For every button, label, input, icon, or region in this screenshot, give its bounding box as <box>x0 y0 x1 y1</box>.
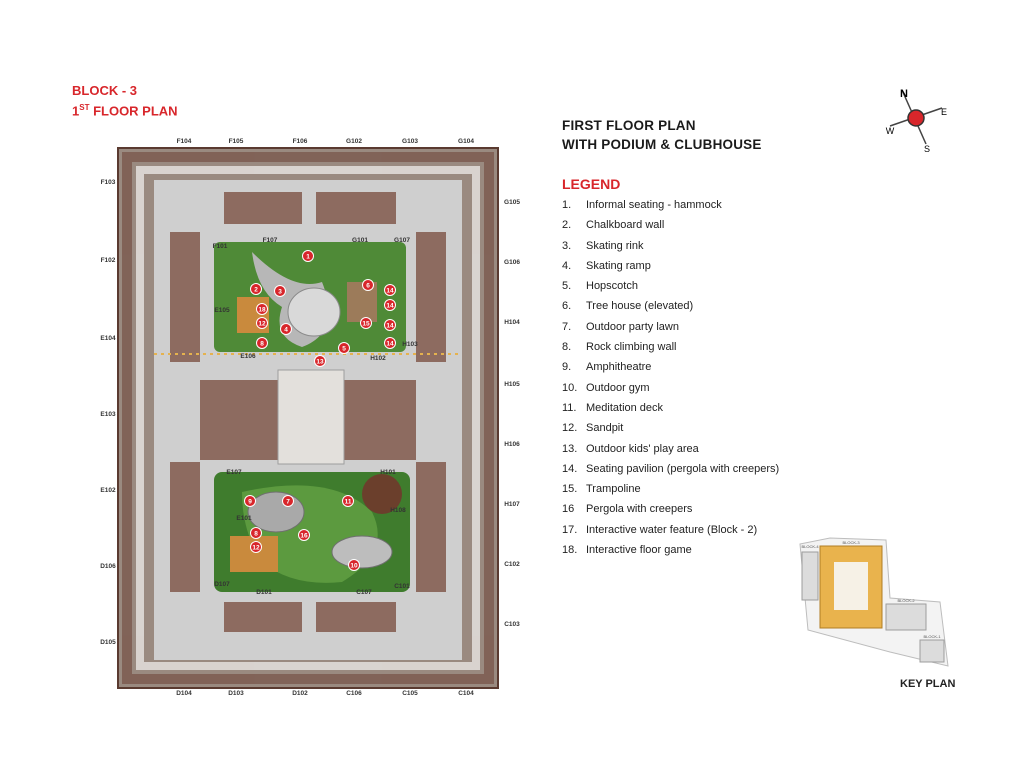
clubhouse <box>278 370 344 464</box>
legend-marker <box>385 300 396 311</box>
legend-marker <box>281 324 292 335</box>
legend-item <box>562 236 779 256</box>
legend-item-number: 2. <box>562 219 572 232</box>
legend-marker-number: 12 <box>258 320 266 328</box>
unit-label: F104 <box>176 138 192 145</box>
legend-marker <box>275 286 286 297</box>
legend-marker <box>283 496 294 507</box>
legend-marker-number: 12 <box>252 544 260 552</box>
legend-item <box>562 459 779 479</box>
legend-marker <box>257 304 268 315</box>
unit-label: H108 <box>390 507 406 514</box>
unit-label: E107 <box>226 469 242 476</box>
legend-marker-number: 14 <box>386 340 394 348</box>
legend-item-number: 17. <box>562 523 578 536</box>
legend-item-label: Pergola with creepers <box>586 503 693 516</box>
block-title-line2: 1ST FLOOR PLAN <box>72 103 178 119</box>
legend-list <box>562 195 779 560</box>
legend-marker-number: 3 <box>278 288 282 296</box>
unit-label: E106 <box>240 353 256 360</box>
unit-label: G107 <box>394 237 410 244</box>
unit-label: H101 <box>380 469 396 476</box>
legend-item-number: 6. <box>562 300 572 313</box>
legend-marker-number: 6 <box>366 282 370 290</box>
unit-label: E105 <box>214 307 230 314</box>
block-title-line1: BLOCK - 3 <box>72 83 137 98</box>
unit-label: G105 <box>504 199 520 206</box>
unit-label: H103 <box>402 341 418 348</box>
unit-label: D104 <box>176 690 192 697</box>
legend-marker <box>361 318 372 329</box>
legend-item-label: Chalkboard wall <box>586 219 665 232</box>
legend-marker <box>339 343 350 354</box>
legend-marker <box>385 285 396 296</box>
unit-label: C102 <box>504 561 520 568</box>
legend-marker <box>303 251 314 262</box>
unit-label: D101 <box>256 589 272 596</box>
legend-item <box>562 398 779 418</box>
legend-marker <box>343 496 354 507</box>
key-plan-block-1 <box>920 640 944 662</box>
main-title-line2: WITH PODIUM & CLUBHOUSE <box>562 137 762 152</box>
legend-item-label: Hopscotch <box>586 280 638 293</box>
legend-item <box>562 296 779 316</box>
legend-marker-number: 7 <box>286 498 290 506</box>
legend-item <box>562 540 779 560</box>
legend-item <box>562 195 779 215</box>
legend-item <box>562 378 779 398</box>
unit-label: F102 <box>100 257 116 264</box>
unit-label: C105 <box>402 690 418 697</box>
legend-item-number: 15. <box>562 483 578 496</box>
legend-item-label: Rock climbing wall <box>586 341 677 354</box>
unit-label: E103 <box>100 411 116 418</box>
key-plan-map <box>790 532 950 672</box>
compass-n: N <box>900 88 908 100</box>
main-title-line1: FIRST FLOOR PLAN <box>562 118 696 133</box>
legend-item-label: Outdoor kids' play area <box>586 442 699 455</box>
legend-item-number: 5. <box>562 280 572 293</box>
legend-marker-number: 14 <box>386 322 394 330</box>
svg-text:BLOCK-3: BLOCK-3 <box>842 540 860 545</box>
unit-label: G106 <box>504 259 520 266</box>
legend-item-label: Outdoor party lawn <box>586 320 679 333</box>
legend-marker <box>257 318 268 329</box>
unit-label: H106 <box>504 441 520 448</box>
legend-marker-number: 13 <box>316 358 324 366</box>
legend-item-label: Amphitheatre <box>586 361 652 374</box>
unit-label: D107 <box>214 581 230 588</box>
legend-marker <box>251 542 262 553</box>
legend-item-label: Skating ramp <box>586 259 651 272</box>
legend-item-number: 4. <box>562 259 572 272</box>
legend-item-number: 9. <box>562 361 572 374</box>
unit-label: D103 <box>228 690 244 697</box>
legend-marker-number: 1 <box>306 253 310 261</box>
legend-marker-number: 2 <box>254 286 258 294</box>
legend-item <box>562 337 779 357</box>
legend-item <box>562 357 779 377</box>
unit-label: F101 <box>212 243 228 250</box>
legend-item-label: Trampoline <box>586 483 641 496</box>
site-plan <box>92 132 520 697</box>
legend-marker-number: 8 <box>254 530 258 538</box>
svg-text:BLOCK-4: BLOCK-4 <box>801 544 819 549</box>
legend-item <box>562 276 779 296</box>
legend-item <box>562 418 779 438</box>
unit-label: E102 <box>100 487 116 494</box>
svg-text:BLOCK-2: BLOCK-2 <box>897 598 915 603</box>
compass-e: E <box>940 107 948 117</box>
unit-label: D106 <box>100 563 116 570</box>
unit-label: C104 <box>458 690 474 697</box>
legend-item <box>562 215 779 235</box>
legend-item-number: 12. <box>562 422 578 435</box>
unit-label: G102 <box>346 138 362 145</box>
legend-item-number: 8. <box>562 341 572 354</box>
legend-marker <box>385 320 396 331</box>
unit-label: H102 <box>370 355 386 362</box>
legend-marker-number: 9 <box>248 498 252 506</box>
unit-label: H107 <box>504 501 520 508</box>
unit-label: G103 <box>402 138 418 145</box>
legend-marker-number: 16 <box>300 532 308 540</box>
unit-label: C103 <box>504 621 520 628</box>
legend-item-label: Informal seating - hammock <box>586 199 722 211</box>
key-plan-block-4 <box>802 552 818 600</box>
unit-label: C106 <box>346 690 362 697</box>
compass-s: S <box>923 144 931 154</box>
unit-label: F105 <box>228 138 244 145</box>
legend-item-label: Tree house (elevated) <box>586 300 694 313</box>
legend-marker-number: 18 <box>258 306 266 314</box>
legend-item-number: 10. <box>562 381 578 394</box>
unit-label: H104 <box>504 319 520 326</box>
compass-center-icon <box>908 110 924 126</box>
unit-label: G104 <box>458 138 474 145</box>
svg-text:BLOCK-1: BLOCK-1 <box>923 634 941 639</box>
legend-marker <box>251 528 262 539</box>
main-title <box>562 116 762 154</box>
legend-marker <box>245 496 256 507</box>
legend-item <box>562 499 779 519</box>
legend-item <box>562 479 779 499</box>
legend-item-number: 7. <box>562 320 572 333</box>
legend-heading: LEGEND <box>562 176 621 192</box>
legend-item-number: 13. <box>562 442 578 455</box>
unit-label: G101 <box>352 237 368 244</box>
legend-item-number: 16 <box>562 503 575 516</box>
unit-label: E101 <box>236 515 252 522</box>
legend-marker-number: 4 <box>284 326 288 334</box>
unit-label: F103 <box>100 179 116 186</box>
legend-marker-number: 10 <box>350 562 358 570</box>
unit-label: F107 <box>262 237 278 244</box>
legend-marker-number: 14 <box>386 302 394 310</box>
legend-marker <box>299 530 310 541</box>
legend-marker-number: 15 <box>362 320 370 328</box>
legend-marker <box>251 284 262 295</box>
legend-item-number: 18. <box>562 544 578 557</box>
legend-item <box>562 439 779 459</box>
key-plan-block-2 <box>886 604 926 630</box>
legend-marker-number: 5 <box>342 345 346 353</box>
unit-label: F106 <box>292 138 308 145</box>
legend-item-label: Skating rink <box>586 239 644 252</box>
legend-marker <box>257 338 268 349</box>
legend-item <box>562 256 779 276</box>
legend-marker <box>385 338 396 349</box>
unit-label: D105 <box>100 639 116 646</box>
legend-item-label: Interactive water feature (Block - 2) <box>586 523 758 536</box>
legend-marker <box>363 280 374 291</box>
compass <box>880 82 952 154</box>
legend-item-label: Sandpit <box>586 422 624 435</box>
legend-item-number: 11. <box>562 401 577 414</box>
block-title <box>72 82 178 119</box>
unit-label: C107 <box>356 589 372 596</box>
legend-marker-number: 8 <box>260 340 264 348</box>
compass-w: W <box>885 126 895 136</box>
legend-item-label: Outdoor gym <box>586 381 650 394</box>
legend-item <box>562 520 779 540</box>
unit-label: E104 <box>100 335 116 342</box>
unit-label: H105 <box>504 381 520 388</box>
legend-item-number: 1. <box>562 199 572 211</box>
legend-marker-number: 14 <box>386 287 394 295</box>
legend-item <box>562 317 779 337</box>
legend-item-label: Seating pavilion (pergola with creepers) <box>586 462 780 475</box>
key-plan-label: KEY PLAN <box>900 678 956 690</box>
legend-item-label: Interactive floor game <box>586 544 692 557</box>
legend-item-number: 3. <box>562 239 572 252</box>
legend-marker <box>315 356 326 367</box>
legend-marker-number: 11 <box>344 498 352 506</box>
unit-label: D102 <box>292 690 308 697</box>
legend-item-label: Meditation deck <box>586 401 664 414</box>
legend-marker <box>349 560 360 571</box>
unit-label: C101 <box>394 583 410 590</box>
legend-item-number: 14. <box>562 462 578 475</box>
